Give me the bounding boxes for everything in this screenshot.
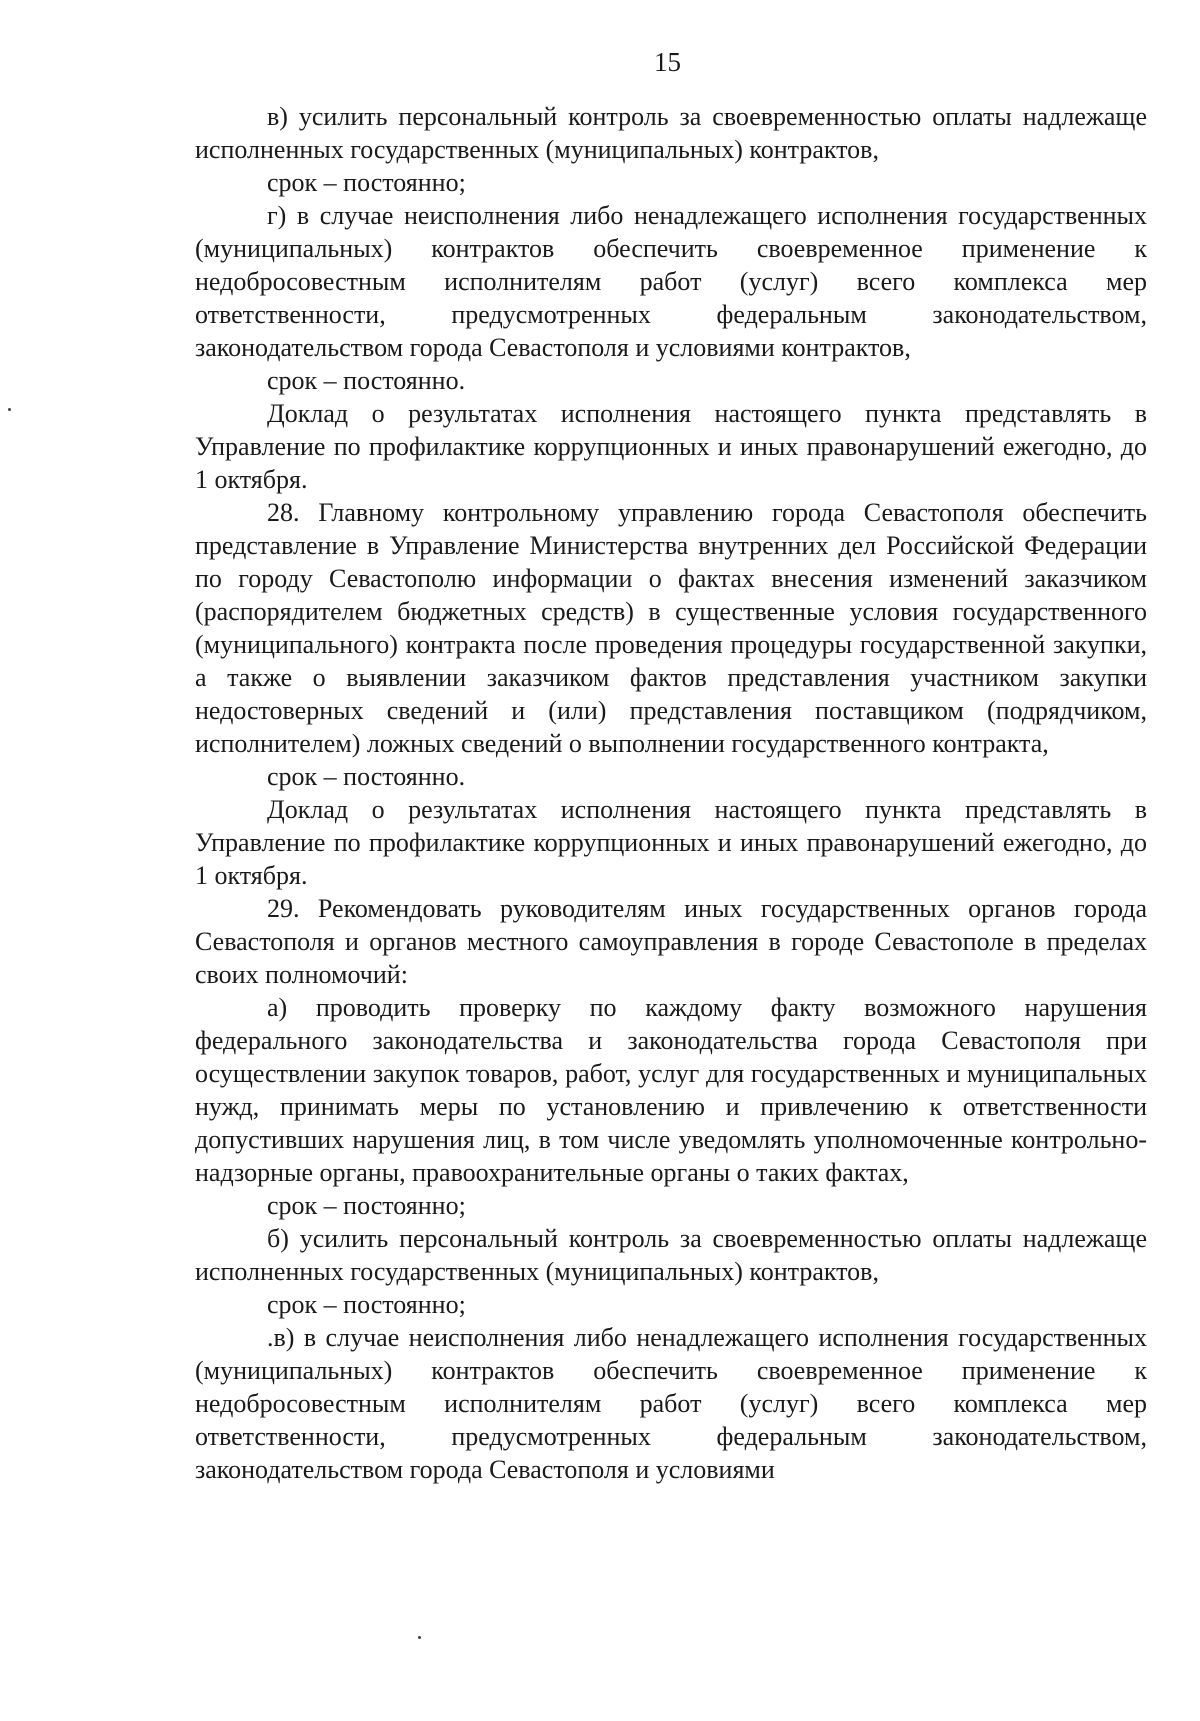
paragraph-item-29: 29. Рекомендовать руководителям иных государственных органов города Севастополя и органов местного самоуправления в городе Севастополе в пределах своих полномочий: (195, 894, 1147, 989)
report-paragraph: Доклад о результатах исполнения настоящего пункта представлять в Управление по профилактике коррупционных и иных правонарушений ежегодно, до 1 октября. (195, 399, 1147, 494)
paragraph-item-a-proverka: а) проводить проверку по каждому факту возможного нарушения федерального законодательства и законодательства города Севастополя при осуществлении закупок товаров, работ, услуг для государственных и муниципальных нужд, принимать меры по установлению и привлечению к ответственности допустивших нарушения лиц, в том числе уведомлять уполномоченные контрольно-надзорные органы, правоохранительные органы о таких фактах, (195, 993, 1147, 1187)
report-paragraph: Доклад о результатах исполнения настоящего пункта представлять в Управление по профилактике коррупционных и иных правонарушений ежегодно, до 1 октября. (195, 795, 1147, 890)
paragraph-item-b-oplata: б) усилить персональный контроль за своевременностью оплаты надлежаще исполненных государственных (муниципальных) контрактов, (195, 1224, 1147, 1286)
deadline-line: срок – постоянно; (267, 1290, 466, 1319)
deadline-line: срок – постоянно; (267, 1191, 466, 1220)
paragraph-item-v-oplata: в) усилить персональный контроль за своевременностью оплаты надлежаще исполненных государственных (муниципальных) контрактов, (195, 102, 1147, 164)
deadline-line: срок – постоянно. (267, 762, 466, 791)
paragraph-item-v-otvetstvennost: .в) в случае неисполнения либо ненадлежащего исполнения государственных (муниципальных) контрактов обеспечить своевременное применение к недобросовестным исполнителям работ (услуг) всего комплекса мер ответственности, предусмотренных федеральным законодательством, законодательством города Севастополя и условиями (195, 1323, 1147, 1484)
scan-speck-bottom (418, 1636, 421, 1639)
paragraph-item-g-otvetstvennost: г) в случае неисполнения либо ненадлежащего исполнения государственных (муниципальных) контрактов обеспечить своевременное применение к недобросовестным исполнителям работ (услуг) всего комплекса мер ответственности, предусмотренных федеральным законодательством, законодательством города Севастополя и условиями контрактов, (195, 201, 1147, 362)
deadline-line: срок – постоянно. (267, 366, 466, 395)
deadline-line: срок – постоянно; (267, 168, 466, 197)
document-body (195, 100, 1147, 1486)
page-number: 15 (654, 47, 681, 77)
paragraph-item-28: 28. Главному контрольному управлению города Севастополя обеспечить представление в Управление Министерства внутренних дел Российской Федерации по городу Севастополю информации о фактах внесения изменений заказчиком (распорядителем бюджетных средств) в существенные условия государственного (муниципального) контракта после проведения процедуры государственной закупки, а также о выявлении заказчиком фактов представления участником закупки недостоверных сведений и (или) представления поставщиком (подрядчиком, исполнителем) ложных сведений о выполнении государственного контракта, (195, 498, 1147, 758)
scan-speck-left (8, 408, 11, 411)
